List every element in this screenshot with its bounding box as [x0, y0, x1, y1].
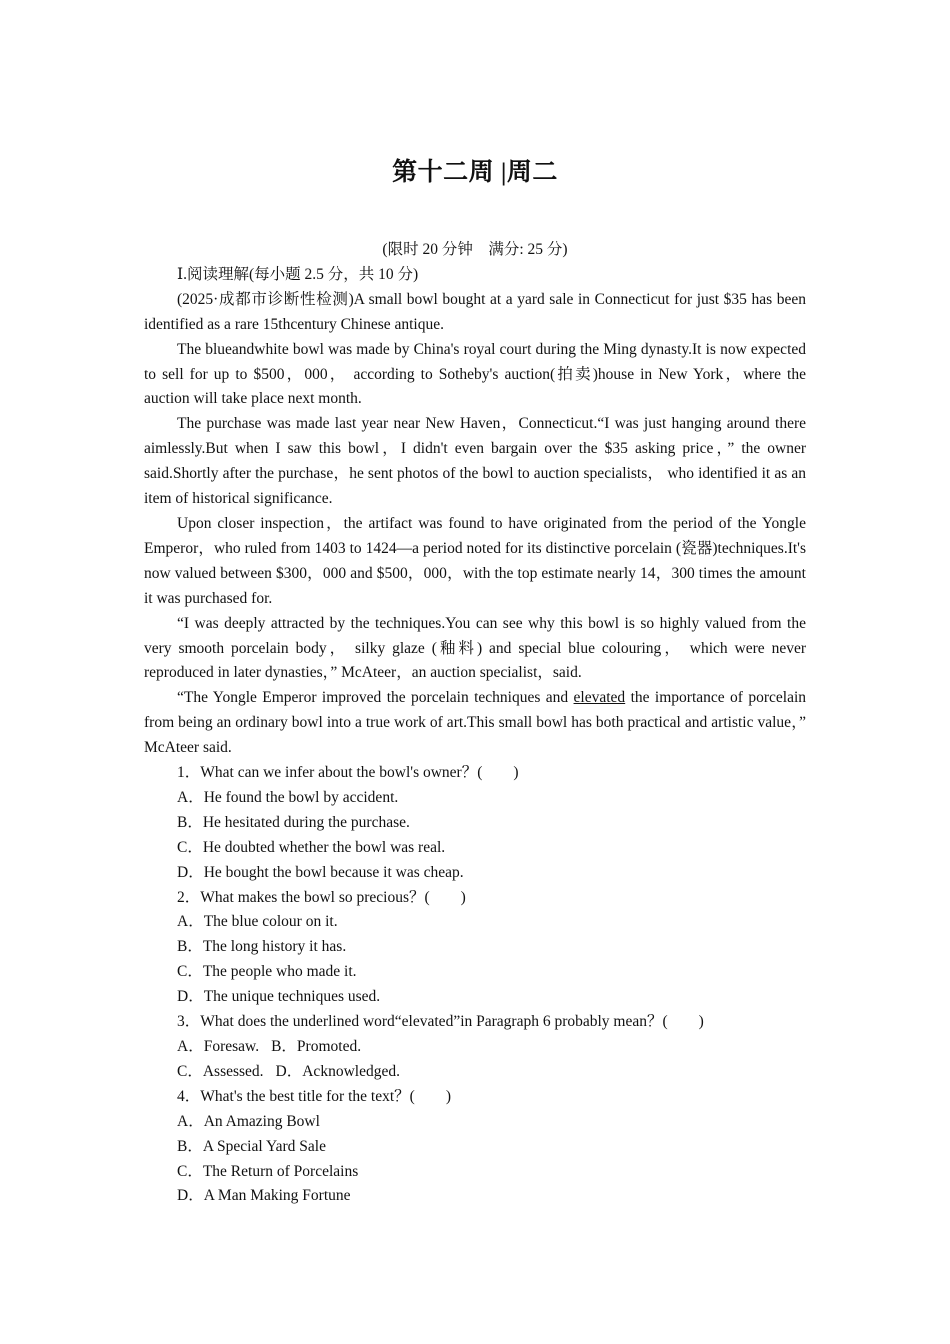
question-2-option-c[interactable]: C．The people who made it. — [177, 963, 357, 981]
question-2-option-b[interactable]: B．The long history it has. — [177, 938, 347, 956]
underlined-word: elevated — [573, 689, 626, 707]
passage-paragraph-4: Upon closer inspection，the artifact was found to have originated from the period of the Yongle Emperor，who ruled from 1403 to 1424—a period noted for its distinctive porcelain (瓷器)techniques.It's now valued between $300，000 and $500，000，with the top estimate nearly 14，300 times the amount it was purchased for. — [144, 514, 806, 607]
question-4-option-b[interactable]: B．A Special Yard Sale — [177, 1137, 326, 1155]
question-2-option-d[interactable]: D．The unique techniques used. — [177, 988, 381, 1006]
question-2-option-a[interactable]: A．The blue colour on it. — [177, 913, 338, 931]
question-3-options-row-1 — [144, 1035, 806, 1060]
question-4-option-c[interactable]: C．The Return of Porcelains — [177, 1162, 359, 1180]
passage-paragraph-5: “I was deeply attracted by the techniques.You can see why this bowl is so highly valued from the very smooth porcelain body， silky glaze (釉料) and special blue colouring， which were never reproduced in later dynasties，” McAteer，an auction specialist，said. — [144, 614, 806, 682]
question-4-stem: 4．What's the best title for the text？( ) — [177, 1087, 451, 1105]
question-4-option-d[interactable]: D．A Man Making Fortune — [177, 1187, 351, 1205]
question-3-options-row-2 — [144, 1060, 806, 1085]
passage-paragraph-3: The purchase was made last year near New Haven，Connecticut.“I was just hanging around there aimlessly.But when I saw this bowl，I didn't even bargain over the $35 asking price，” the owner said.Shortly after the purchase，he sent photos of the bowl to auction specialists， who identified it as an item of historical significance. — [144, 415, 806, 508]
passage-paragraph-2: The blueandwhite bowl was made by China's royal court during the Ming dynasty.It is now expected to sell for up to $500，000， according to Sotheby's auction(拍卖)house in New York，where the auction will take place next month. — [144, 340, 806, 408]
question-3-option-c[interactable]: C．Assessed. — [177, 1062, 264, 1080]
page-title: 第十二周 |周二 — [392, 159, 558, 186]
question-1-stem: 1．What can we infer about the bowl's owner？( ) — [177, 764, 519, 782]
question-1-option-c[interactable]: C．He doubted whether the bowl was real. — [177, 838, 446, 856]
paragraph-6-end: the importance of porcelain from being an ordinary bowl into a true work of art.This small bowl has both practical and artistic value，” McAteer said. — [144, 689, 807, 757]
question-1-option-d[interactable]: D．He bought the bowl because it was cheap. — [177, 863, 464, 881]
question-2-stem: 2．What makes the bowl so precious？( ) — [177, 888, 466, 906]
paragraph-6-start: “The Yongle Emperor improved the porcelain techniques and — [177, 689, 574, 707]
question-3-option-b[interactable]: B．Promoted. — [271, 1038, 362, 1055]
time-limit: (限时 20 分钟 满分: 25 分) — [382, 241, 568, 258]
passage-paragraph-1: (2025·成都市诊断性检测)A small bowl bought at a yard sale in Connecticut for just $35 has been identified as a rare 15thcentury Chinese antique. — [144, 290, 806, 333]
question-3-stem: 3．What does the underlined word“elevated”in Paragraph 6 probably mean？( ) — [177, 1013, 704, 1031]
question-4-option-a[interactable]: A．An Amazing Bowl — [177, 1112, 320, 1130]
passage-paragraph-6 — [144, 686, 806, 761]
question-1-option-a[interactable]: A．He found the bowl by accident. — [177, 788, 399, 806]
worksheet-content — [144, 238, 806, 1209]
question-1-option-b[interactable]: B．He hesitated during the purchase. — [177, 813, 410, 831]
section-heading: Ⅰ.阅读理解(每小题 2.5 分，共 10 分) — [177, 265, 419, 283]
question-3-option-a[interactable]: A．Foresaw. — [177, 1038, 260, 1055]
question-3-option-d[interactable]: D．Acknowledged. — [275, 1062, 400, 1080]
